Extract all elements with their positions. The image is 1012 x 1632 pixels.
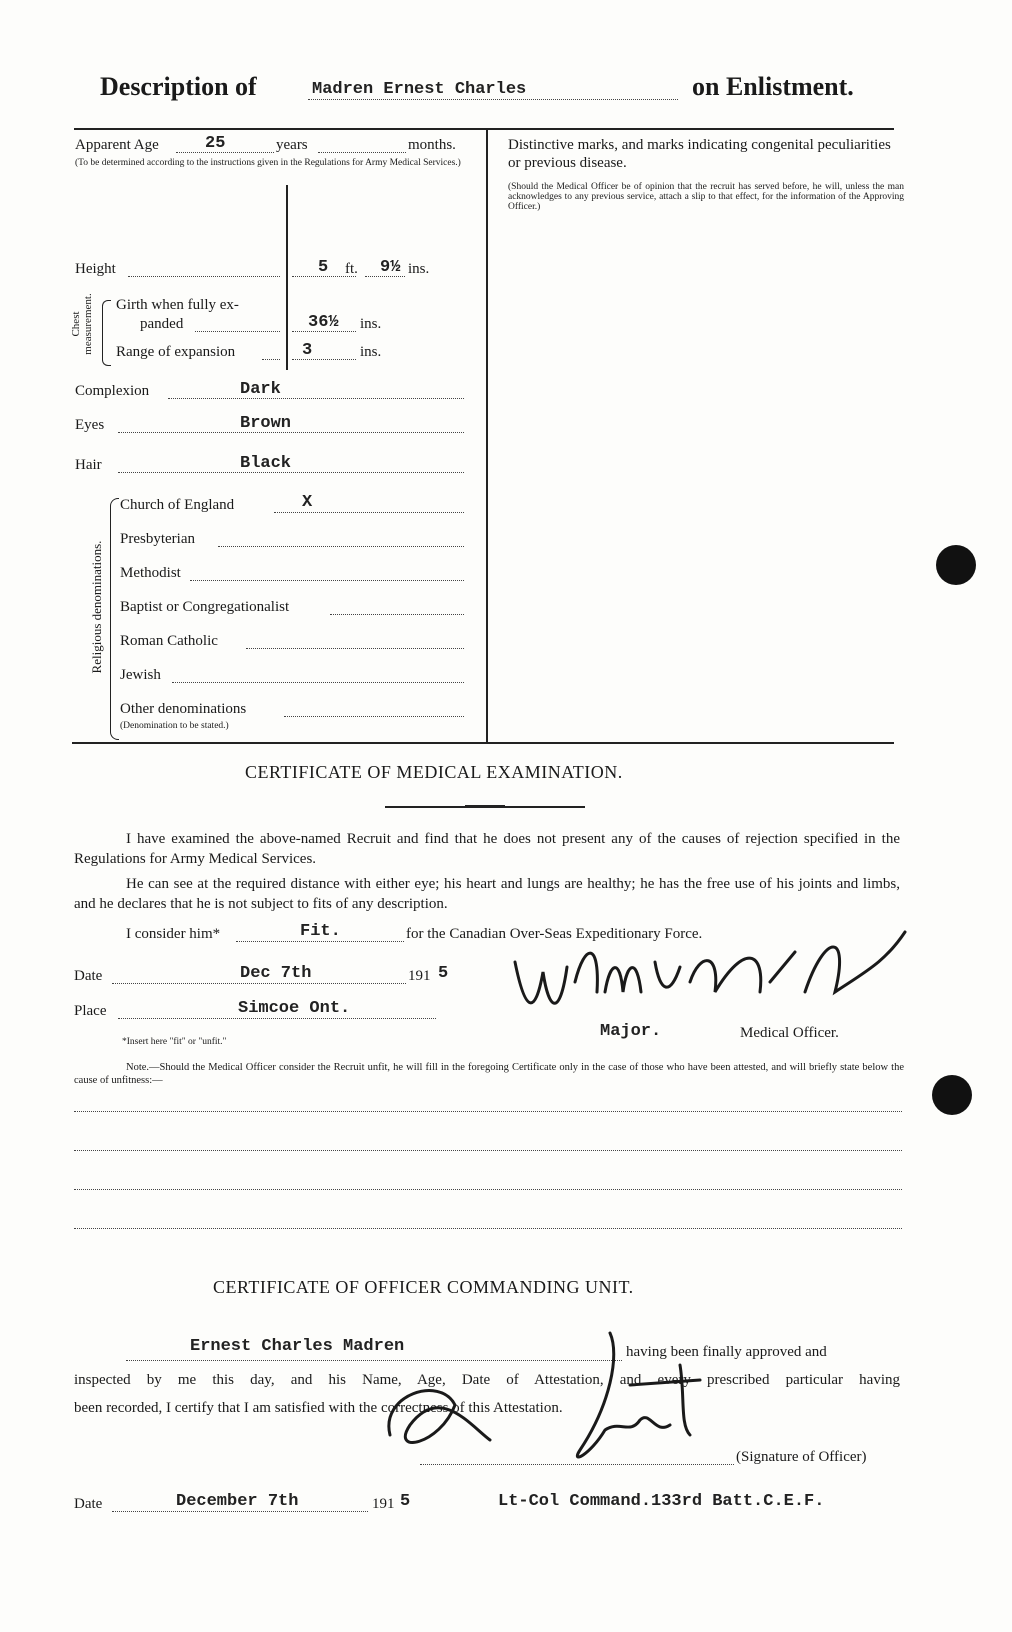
- medical-place-dotline: [118, 1018, 436, 1019]
- unfitness-line-1: [74, 1111, 902, 1112]
- medical-place-value: Simcoe Ont.: [238, 999, 351, 1018]
- religion-dotline-3: [330, 614, 464, 615]
- unfitness-line-4: [74, 1228, 902, 1229]
- religion-dotline-0: [274, 512, 464, 513]
- range-ins-label: ins.: [360, 344, 382, 360]
- girth-label-1: Girth when fully ex-: [116, 297, 239, 313]
- header-recruit-name: Madren Ernest Charles: [312, 80, 527, 99]
- religion-roman-catholic: Roman Catholic: [120, 633, 218, 649]
- unfitness-line-3: [74, 1189, 902, 1190]
- range-dotline-a: [262, 359, 280, 360]
- header-name-dotline: [308, 99, 678, 100]
- denomination-note: (Denomination to be stated.): [120, 721, 229, 731]
- height-dotline: [128, 276, 280, 277]
- expeditionary-force-label: for the Canadian Over-Seas Expeditionary Force.: [406, 926, 703, 942]
- ft-label: ft.: [345, 261, 358, 277]
- religion-dotline-1: [218, 546, 464, 547]
- medical-date-label: Date: [74, 968, 103, 984]
- chest-brace: [102, 300, 111, 366]
- religion-presbyterian: Presbyterian: [120, 531, 195, 547]
- eyes-label: Eyes: [75, 417, 105, 433]
- religion-dotline-6: [284, 716, 464, 717]
- medical-year-suffix: 5: [438, 964, 449, 983]
- hair-label: Hair: [75, 457, 102, 473]
- complexion-value: Dark: [240, 380, 281, 399]
- signature-of-officer-label: (Signature of Officer): [736, 1449, 867, 1465]
- commanding-line-2: inspected by me this day, and his Name, Age, Date of Attestation, and every prescribed particular having: [74, 1372, 900, 1388]
- consider-label: I consider him*: [126, 926, 221, 942]
- height-in-value: 9½: [380, 258, 401, 277]
- commanding-year-prefix: 191: [372, 1496, 395, 1512]
- header-description-of: Description of: [100, 72, 257, 101]
- apparent-age-label: Apparent Age: [75, 137, 159, 153]
- medical-officer-signature: [505, 922, 925, 1032]
- religion-dotline-4: [246, 648, 464, 649]
- medical-place-label: Place: [74, 1003, 107, 1019]
- commanding-date-dotline: [112, 1511, 368, 1512]
- religion-dotline-2: [190, 580, 464, 581]
- commanding-date-value: December 7th: [176, 1492, 299, 1511]
- girth-value: 36½: [308, 313, 339, 332]
- top-rule: [74, 128, 894, 130]
- years-label: years: [276, 137, 308, 153]
- section-rule-1: [72, 742, 894, 744]
- commanding-recruit-name: Ernest Charles Madren: [190, 1337, 405, 1356]
- commanding-year-suffix: 5: [400, 1492, 411, 1511]
- left-inner-divider: [286, 185, 288, 370]
- medical-date-dotline: [112, 983, 406, 984]
- medical-year-prefix: 191: [408, 968, 431, 984]
- distinctive-marks-title: Distinctive marks, and marks indicating congenital peculiarities or previous disease.: [508, 137, 891, 171]
- medical-para-2: He can see at the required distance with either eye; his heart and lungs are healthy; he has the free use of his joints and limbs, and he declares that he is not subject to fits of any description.: [74, 876, 900, 912]
- medical-officer-rank: Major.: [600, 1022, 662, 1041]
- girth-ins-label: ins.: [360, 316, 382, 332]
- punch-hole-top: [936, 545, 976, 585]
- height-label: Height: [75, 261, 116, 277]
- punch-hole-bottom: [932, 1075, 972, 1115]
- chest-measurement-label: Chest measurement.: [70, 293, 94, 355]
- religion-baptist: Baptist or Congregationalist: [120, 599, 290, 615]
- girth-label-2: panded: [140, 316, 184, 332]
- unfit-note: Note.—Should the Medical Officer consider the Recruit unfit, he will fill in the foregoing Certificate only in the case of those who have been attested, and will briefly state below the cause of unfitness:—: [74, 1062, 904, 1086]
- complexion-label: Complexion: [75, 383, 150, 399]
- medical-officer-label: Medical Officer.: [740, 1025, 839, 1041]
- commanding-certificate-title: CERTIFICATE OF OFFICER COMMANDING UNIT.: [213, 1277, 634, 1297]
- range-value: 3: [302, 341, 313, 360]
- range-label: Range of expansion: [116, 344, 236, 360]
- commanding-line-1-tail: having been finally approved and: [626, 1344, 827, 1360]
- medical-title-underline-accent: [465, 805, 505, 808]
- height-ft-value: 5: [318, 258, 329, 277]
- unfitness-line-2: [74, 1150, 902, 1151]
- header-on-enlistment: on Enlistment.: [692, 72, 854, 101]
- eyes-value: Brown: [240, 414, 292, 433]
- religion-other: Other denominations: [120, 701, 247, 717]
- medical-certificate-title: CERTIFICATE OF MEDICAL EXAMINATION.: [245, 762, 623, 782]
- hair-value: Black: [240, 454, 292, 473]
- months-dotline: [318, 152, 406, 153]
- medical-para-1: I have examined the above-named Recruit and find that he does not present any of the causes of rejection specified in the Regulations for Army Medical Services.: [74, 831, 900, 867]
- consider-value: Fit.: [300, 922, 341, 941]
- religion-brace: [110, 498, 119, 740]
- age-value: 25: [205, 134, 226, 153]
- religion-jewish: Jewish: [120, 667, 161, 683]
- commanding-date-label: Date: [74, 1496, 103, 1512]
- distinctive-marks-note: (Should the Medical Officer be of opinion that the recruit has served before, he will, unless the man acknowledges to any previous service, attach a slip to that effect, for the information of the Approving Officer.): [508, 182, 904, 212]
- religion-dotline-5: [172, 682, 464, 683]
- religious-denominations-label: Religious denominations.: [89, 540, 104, 674]
- months-label: months.: [408, 137, 456, 153]
- consider-dotline: [236, 941, 404, 942]
- commanding-officer-signature: [380, 1325, 720, 1475]
- medical-date-value: Dec 7th: [240, 964, 312, 983]
- commanding-officer-title: Lt-Col Command.133rd Batt.C.E.F.: [498, 1492, 825, 1511]
- girth-dotline-a: [195, 331, 280, 332]
- ins-label: ins.: [408, 261, 430, 277]
- commanding-line-3: been recorded, I certify that I am satisfied with the correctness of this Attestation.: [74, 1400, 563, 1416]
- signature-dotline: [420, 1464, 734, 1465]
- insert-fit-note: *Insert here "fit" or "unfit.": [122, 1037, 227, 1047]
- complexion-dotline: [168, 398, 464, 399]
- religion-church-of-england: Church of England: [120, 497, 235, 513]
- age-note: (To be determined according to the instructions given in the Regulations for Army Medical Services.): [75, 158, 461, 168]
- religion-mark-church-of-england: X: [302, 493, 313, 512]
- religion-methodist: Methodist: [120, 565, 181, 581]
- column-divider: [486, 130, 488, 742]
